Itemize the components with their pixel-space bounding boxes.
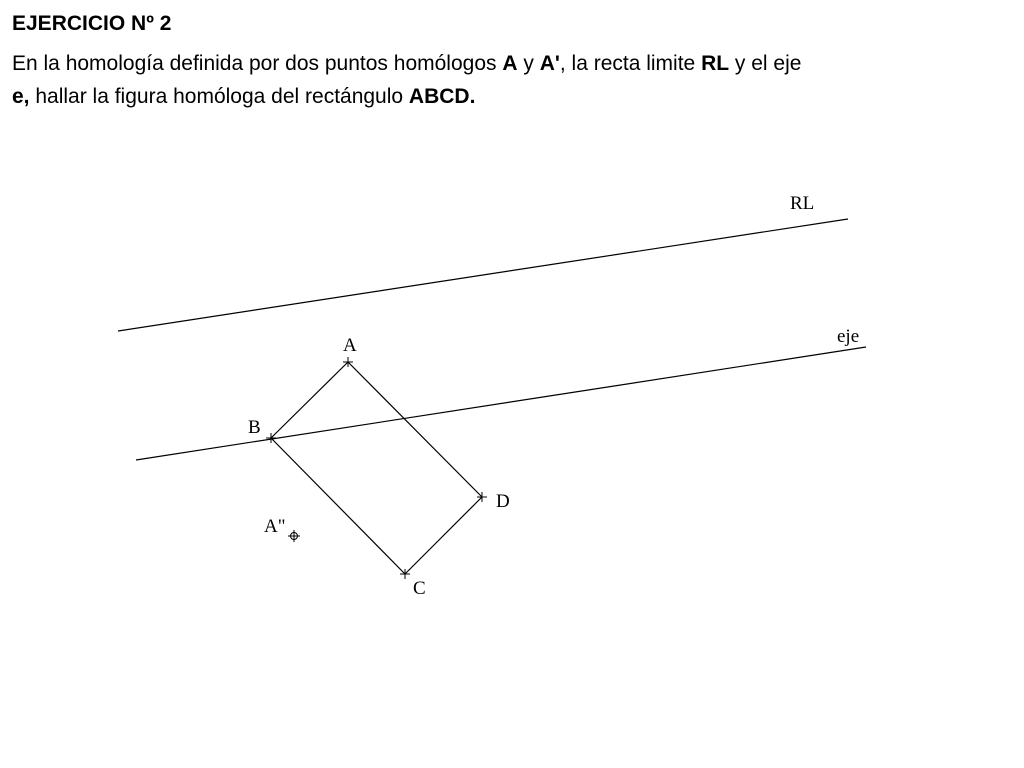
label-rl: RL (790, 193, 815, 214)
statement-text-5: hallar la figura homóloga del rectángulo (29, 85, 409, 108)
label-eje: eje (837, 326, 860, 347)
limit-line-ref: RL (701, 52, 730, 75)
rectangle-side-cd (405, 497, 482, 574)
statement-text-2: y (517, 52, 540, 75)
exercise-title: EJERCICIO Nº 2 (12, 12, 172, 35)
label-d: D (496, 491, 510, 512)
point-a-prime-ref: A' (539, 52, 560, 75)
label-a: A (343, 335, 357, 356)
rectangle-ref: ABCD. (408, 85, 476, 108)
point-a-prime-marker (288, 530, 300, 542)
axis-ref: e, (12, 85, 30, 108)
rectangle-side-bc (271, 438, 405, 574)
label-a-prime: A" (264, 516, 286, 537)
statement-text-1: En la homología definida por dos puntos homólogos (12, 52, 503, 75)
point-a-ref: A (502, 52, 518, 75)
statement-text-4: y el eje (729, 52, 802, 75)
axis-line-eje (136, 347, 866, 460)
rectangle-side-ab (271, 362, 348, 438)
limit-line-rl (118, 219, 848, 331)
label-c: C (413, 578, 426, 599)
label-b: B (248, 417, 261, 438)
rectangle-side-da (348, 362, 482, 497)
statement-text-3: , la recta limite (559, 52, 702, 75)
